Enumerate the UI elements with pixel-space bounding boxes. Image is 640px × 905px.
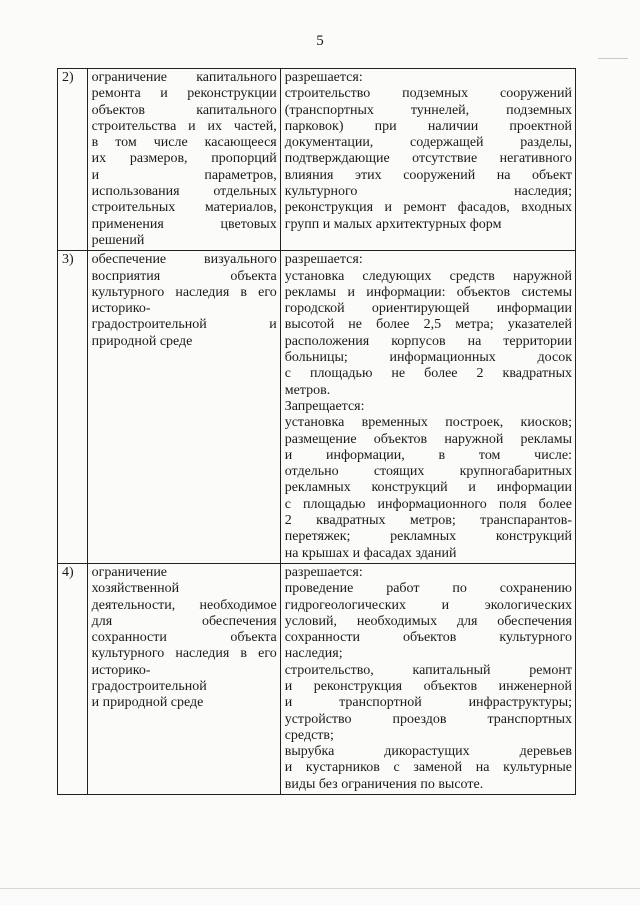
page-number: 5 (316, 33, 324, 49)
requirement-line: объектов капитального (91, 102, 277, 118)
conditions-cell (280, 251, 575, 564)
condition-line: рекламы и информации: объектов системы (284, 284, 572, 300)
condition-line: Запрещается: (284, 398, 365, 414)
condition-line: с площадью не более 2 квадратных (284, 366, 572, 382)
requirement-line: градостроительной и (91, 317, 277, 333)
condition-line: на крышах и фасадах зданий (284, 545, 457, 561)
condition-line: устройство проездов транспортных (284, 711, 572, 727)
requirement-line: ремонта и реконструкции (91, 86, 277, 102)
requirement-line: историко- (91, 662, 151, 678)
condition-line: высотой не более 2,5 метра; указателей (284, 317, 572, 333)
condition-line: и реконструкция объектов инженерной (284, 678, 572, 694)
condition-line: и информации, в том числе: (284, 447, 572, 463)
condition-line: рекламных конструкций и информации (284, 480, 572, 496)
condition-line: проведение работ по сохранению (284, 581, 572, 597)
requirement-line: деятельности, необходимое (91, 597, 277, 613)
page-bottom-edge (0, 888, 640, 889)
condition-line: реконструкция и ремонт фасадов, входных (284, 200, 572, 216)
condition-line: средств; (284, 727, 334, 743)
scan-artifact (598, 58, 628, 59)
condition-line: установка следующих средств наружной (284, 268, 572, 284)
condition-line: размещение объектов наружной рекламы (284, 431, 572, 447)
row-number: 4) (58, 563, 88, 794)
condition-line: разрешается: (284, 252, 363, 268)
condition-line: влияния этих сооружений на объект (284, 167, 572, 183)
table-row (58, 251, 576, 564)
condition-line: разрешается: (284, 70, 363, 85)
requirement-line: строительства и их частей, (91, 118, 277, 134)
requirement-line: обеспечение визуального (91, 252, 277, 268)
requirement-line: природной среде (91, 333, 193, 349)
condition-line: перетяжек; рекламных конструкций (284, 529, 572, 545)
condition-line: парковок) при наличии проектной (284, 118, 572, 134)
condition-line: вырубка дикорастущих деревьев (284, 744, 572, 760)
condition-line: установка временных построек, киосков; (284, 415, 572, 431)
conditions-cell (280, 69, 575, 251)
requirement-line: культурного наследия в его (91, 646, 277, 662)
condition-line: групп и малых архитектурных форм (284, 216, 502, 232)
requirement-line: хозяйственной (91, 581, 180, 597)
condition-line: сохранности объектов культурного (284, 630, 572, 646)
requirement-line: культурного наследия в его (91, 284, 277, 300)
condition-line: разрешается: (284, 564, 363, 580)
requirement-line: применения цветовых (91, 216, 277, 232)
requirement-line: историко- (91, 301, 151, 317)
requirement-line: их размеров, пропорций (91, 151, 277, 167)
requirement-line: решений (91, 232, 145, 248)
condition-line: метров. (284, 382, 331, 398)
condition-line: 2 квадратных метров; транспарантов- (284, 513, 572, 529)
requirement-cell (87, 251, 280, 564)
condition-line: строительство, капитальный ремонт (284, 662, 572, 678)
row-number: 3) (58, 251, 88, 564)
condition-line: подтверждающие отсутствие негативного (284, 151, 572, 167)
table-body (58, 69, 576, 795)
requirement-line: использования отдельных (91, 184, 277, 200)
condition-line: виды без ограничения по высоте. (284, 776, 484, 792)
requirement-line: восприятия объекта (91, 268, 277, 284)
condition-line: расположения корпусов на территории (284, 333, 572, 349)
conditions-cell (280, 563, 575, 794)
requirement-line: строительных материалов, (91, 200, 277, 216)
requirement-cell (87, 69, 280, 251)
requirement-line: и параметров, (91, 167, 277, 183)
condition-line: наследия; (284, 646, 343, 662)
condition-line: и кустарников с заменой на культурные (284, 760, 572, 776)
table-row (58, 69, 576, 251)
condition-line: культурного наследия; (284, 184, 572, 200)
table-row (58, 563, 576, 794)
requirement-line: в том числе касающееся (91, 135, 277, 151)
condition-line: (транспортных туннелей, подземных (284, 102, 572, 118)
requirement-line: сохранности объекта (91, 630, 277, 646)
regulations-table (57, 68, 576, 795)
requirement-line: и природной среде (91, 695, 204, 711)
row-number: 2) (58, 69, 88, 251)
condition-line: с площадью информационного поля более (284, 496, 572, 512)
requirement-line: градостроительной (91, 678, 207, 694)
requirement-line: ограничение капитального (91, 70, 277, 85)
condition-line: больницы; информационных досок (284, 350, 572, 366)
condition-line: документации, содержащей разделы, (284, 135, 572, 151)
condition-line: гидрогеологических и экологических (284, 597, 572, 613)
condition-line: строительство подземных сооружений (284, 86, 572, 102)
condition-line: городской ориентирующей информации (284, 301, 572, 317)
requirement-line: ограничение (91, 564, 168, 580)
requirement-cell (87, 563, 280, 794)
condition-line: и транспортной инфраструктуры; (284, 695, 572, 711)
condition-line: условий, необходимых для обеспечения (284, 613, 572, 629)
condition-line: отдельно стоящих крупногабаритных (284, 464, 572, 480)
requirement-line: для обеспечения (91, 613, 277, 629)
